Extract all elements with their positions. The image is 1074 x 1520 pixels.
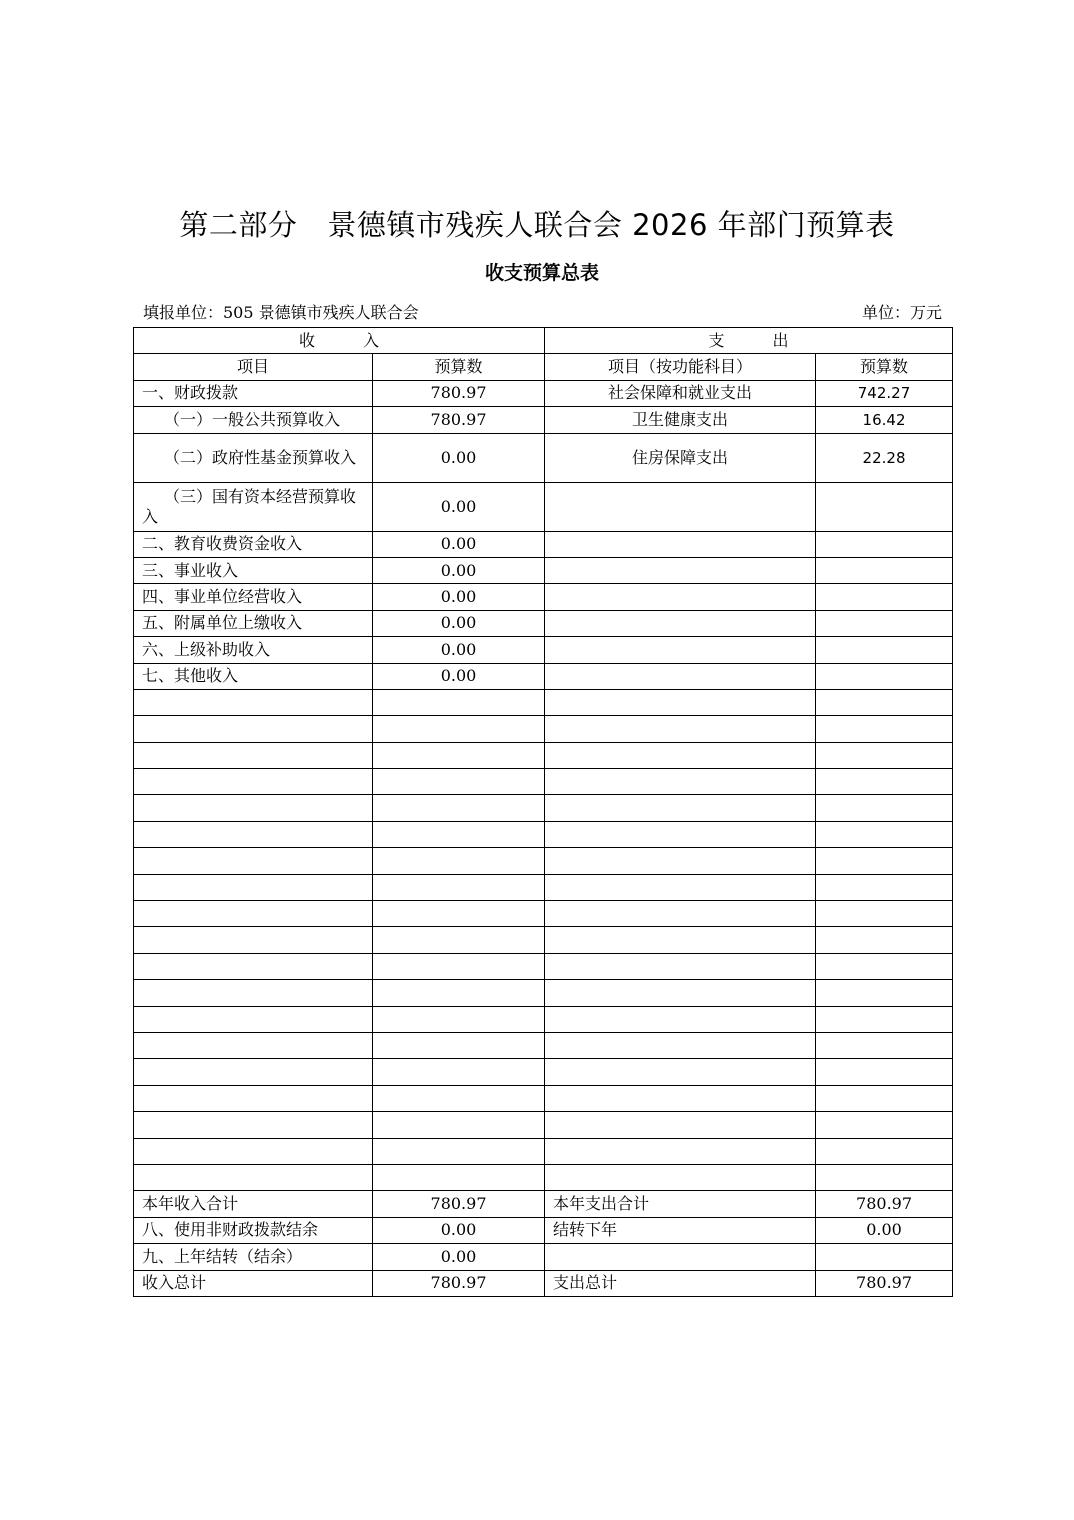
budget-table — [133, 327, 953, 1297]
blank-cell — [816, 742, 953, 768]
blank-cell — [373, 1032, 545, 1058]
blank-cell — [373, 795, 545, 821]
expense-value — [816, 557, 953, 583]
blank-cell — [134, 1138, 373, 1164]
blank-cell — [816, 795, 953, 821]
blank-cell — [134, 1006, 373, 1032]
blank-cell — [816, 848, 953, 874]
table-row — [134, 663, 953, 689]
total-row — [134, 1217, 953, 1243]
blank-row — [134, 1164, 953, 1190]
blank-cell — [545, 848, 816, 874]
blank-row — [134, 795, 953, 821]
blank-cell — [816, 769, 953, 795]
blank-cell — [134, 795, 373, 821]
blank-row — [134, 927, 953, 953]
blank-cell — [816, 689, 953, 715]
group-income-header: 收 入 — [134, 328, 545, 354]
income-item: 本年收入合计 — [134, 1191, 373, 1217]
blank-cell — [545, 1032, 816, 1058]
group-header-row — [134, 328, 953, 354]
blank-cell — [816, 1085, 953, 1111]
expense-value — [816, 531, 953, 557]
blank-row — [134, 953, 953, 979]
blank-cell — [373, 901, 545, 927]
blank-cell — [545, 1085, 816, 1111]
blank-cell — [373, 716, 545, 742]
reporting-unit: 填报单位：505 景德镇市残疾人联合会 — [143, 303, 419, 322]
blank-row — [134, 1006, 953, 1032]
blank-cell — [373, 1085, 545, 1111]
blank-cell — [373, 1006, 545, 1032]
blank-cell — [816, 716, 953, 742]
table-row — [134, 407, 953, 433]
income-value: 0.00 — [373, 610, 545, 636]
income-value: 0.00 — [373, 663, 545, 689]
table-subtitle: 收支预算总表 — [484, 262, 599, 284]
unit-line — [143, 300, 942, 324]
total-row — [134, 1244, 953, 1270]
blank-row — [134, 848, 953, 874]
blank-cell — [816, 953, 953, 979]
blank-cell — [545, 874, 816, 900]
blank-cell — [545, 769, 816, 795]
expense-item — [545, 584, 816, 610]
blank-cell — [373, 874, 545, 900]
blank-cell — [134, 1085, 373, 1111]
blank-row — [134, 1059, 953, 1085]
blank-cell — [816, 980, 953, 1006]
expense-value — [816, 584, 953, 610]
blank-cell — [373, 927, 545, 953]
table-row — [134, 531, 953, 557]
income-item: 七、其他收入 — [134, 663, 373, 689]
blank-row — [134, 742, 953, 768]
expense-item — [545, 482, 816, 531]
blank-row — [134, 689, 953, 715]
column-header-row — [134, 354, 953, 380]
col-header-budget: 预算数 — [373, 354, 545, 380]
expense-value — [816, 1244, 953, 1270]
blank-cell — [816, 927, 953, 953]
expense-item: 结转下年 — [545, 1217, 816, 1243]
blank-cell — [134, 821, 373, 847]
blank-cell — [545, 980, 816, 1006]
group-expense-header: 支 出 — [545, 328, 953, 354]
expense-value: 0.00 — [816, 1217, 953, 1243]
blank-cell — [134, 1164, 373, 1190]
income-item: 六、上级补助收入 — [134, 637, 373, 663]
expense-item — [545, 557, 816, 583]
income-item: 五、附属单位上缴收入 — [134, 610, 373, 636]
blank-cell — [373, 953, 545, 979]
blank-cell — [134, 769, 373, 795]
blank-row — [134, 980, 953, 1006]
col-header-item: 项目 — [134, 354, 373, 380]
blank-cell — [134, 1032, 373, 1058]
income-value: 0.00 — [373, 584, 545, 610]
blank-cell — [134, 742, 373, 768]
income-value: 0.00 — [373, 433, 545, 482]
blank-row — [134, 1085, 953, 1111]
income-value: 0.00 — [373, 557, 545, 583]
total-row — [134, 1191, 953, 1217]
expense-value — [816, 482, 953, 531]
blank-cell — [545, 927, 816, 953]
blank-cell — [545, 795, 816, 821]
blank-row — [134, 901, 953, 927]
col-header-func-item: 项目（按功能科目） — [545, 354, 816, 380]
income-item: 收入总计 — [134, 1270, 373, 1296]
title-part: 第二部分 — [179, 208, 298, 242]
blank-cell — [134, 848, 373, 874]
blank-cell — [816, 1164, 953, 1190]
income-item: 二、教育收费资金收入 — [134, 531, 373, 557]
blank-cell — [373, 980, 545, 1006]
blank-row — [134, 1112, 953, 1138]
table-row — [134, 584, 953, 610]
table-row — [134, 482, 953, 531]
expense-item: 卫生健康支出 — [545, 407, 816, 433]
blank-row — [134, 1138, 953, 1164]
blank-cell — [545, 689, 816, 715]
income-item: 八、使用非财政拨款结余 — [134, 1217, 373, 1243]
income-item: （三）国有资本经营预算收入 — [134, 482, 373, 531]
table-row — [134, 433, 953, 482]
blank-cell — [545, 742, 816, 768]
blank-cell — [816, 901, 953, 927]
blank-cell — [134, 953, 373, 979]
table-row — [134, 610, 953, 636]
expense-value — [816, 663, 953, 689]
col-header-budget2: 预算数 — [816, 354, 953, 380]
page-title — [0, 203, 1074, 244]
expense-value: 780.97 — [816, 1191, 953, 1217]
blank-cell — [545, 1112, 816, 1138]
blank-cell — [816, 1112, 953, 1138]
blank-row — [134, 874, 953, 900]
income-value: 780.97 — [373, 407, 545, 433]
income-item: 四、事业单位经营收入 — [134, 584, 373, 610]
expense-item — [545, 637, 816, 663]
blank-cell — [134, 980, 373, 1006]
blank-row — [134, 716, 953, 742]
blank-cell — [134, 1059, 373, 1085]
blank-cell — [545, 716, 816, 742]
income-value: 780.97 — [373, 380, 545, 406]
table-row — [134, 637, 953, 663]
income-value: 0.00 — [373, 1244, 545, 1270]
blank-cell — [373, 742, 545, 768]
income-item: 一、财政拨款 — [134, 380, 373, 406]
blank-cell — [545, 901, 816, 927]
income-value: 780.97 — [373, 1191, 545, 1217]
expense-value: 16.42 — [816, 407, 953, 433]
blank-cell — [134, 901, 373, 927]
blank-cell — [816, 821, 953, 847]
blank-row — [134, 821, 953, 847]
blank-cell — [545, 1059, 816, 1085]
income-item: （一）一般公共预算收入 — [134, 407, 373, 433]
blank-cell — [545, 1138, 816, 1164]
income-item: 九、上年结转（结余） — [134, 1244, 373, 1270]
blank-cell — [134, 1112, 373, 1138]
blank-cell — [545, 1164, 816, 1190]
expense-item: 社会保障和就业支出 — [545, 380, 816, 406]
blank-row — [134, 1032, 953, 1058]
income-item: 三、事业收入 — [134, 557, 373, 583]
expense-item: 支出总计 — [545, 1270, 816, 1296]
blank-cell — [545, 953, 816, 979]
blank-cell — [373, 821, 545, 847]
expense-value: 780.97 — [816, 1270, 953, 1296]
expense-value: 22.28 — [816, 433, 953, 482]
blank-cell — [816, 874, 953, 900]
blank-cell — [373, 1059, 545, 1085]
blank-cell — [134, 716, 373, 742]
expense-item — [545, 1244, 816, 1270]
income-value: 780.97 — [373, 1270, 545, 1296]
blank-cell — [545, 1006, 816, 1032]
table-row — [134, 557, 953, 583]
expense-item — [545, 610, 816, 636]
blank-cell — [373, 848, 545, 874]
income-item: （二）政府性基金预算收入 — [134, 433, 373, 482]
expense-value — [816, 610, 953, 636]
title-main: 景德镇市残疾人联合会 2026 年部门预算表 — [327, 208, 895, 242]
blank-cell — [816, 1059, 953, 1085]
income-value: 0.00 — [373, 531, 545, 557]
blank-cell — [134, 874, 373, 900]
blank-cell — [545, 821, 816, 847]
table-row — [134, 380, 953, 406]
expense-item — [545, 663, 816, 689]
blank-cell — [816, 1138, 953, 1164]
expense-item: 本年支出合计 — [545, 1191, 816, 1217]
expense-item — [545, 531, 816, 557]
income-value: 0.00 — [373, 482, 545, 531]
currency-unit: 单位：万元 — [861, 303, 942, 322]
blank-cell — [373, 769, 545, 795]
blank-row — [134, 769, 953, 795]
blank-cell — [816, 1006, 953, 1032]
blank-cell — [373, 1164, 545, 1190]
expense-value — [816, 637, 953, 663]
expense-value: 742.27 — [816, 380, 953, 406]
blank-cell — [373, 689, 545, 715]
income-value: 0.00 — [373, 637, 545, 663]
blank-cell — [373, 1112, 545, 1138]
blank-cell — [816, 1032, 953, 1058]
total-row — [134, 1270, 953, 1296]
expense-item: 住房保障支出 — [545, 433, 816, 482]
blank-cell — [134, 927, 373, 953]
blank-cell — [373, 1138, 545, 1164]
income-value: 0.00 — [373, 1217, 545, 1243]
blank-cell — [134, 689, 373, 715]
